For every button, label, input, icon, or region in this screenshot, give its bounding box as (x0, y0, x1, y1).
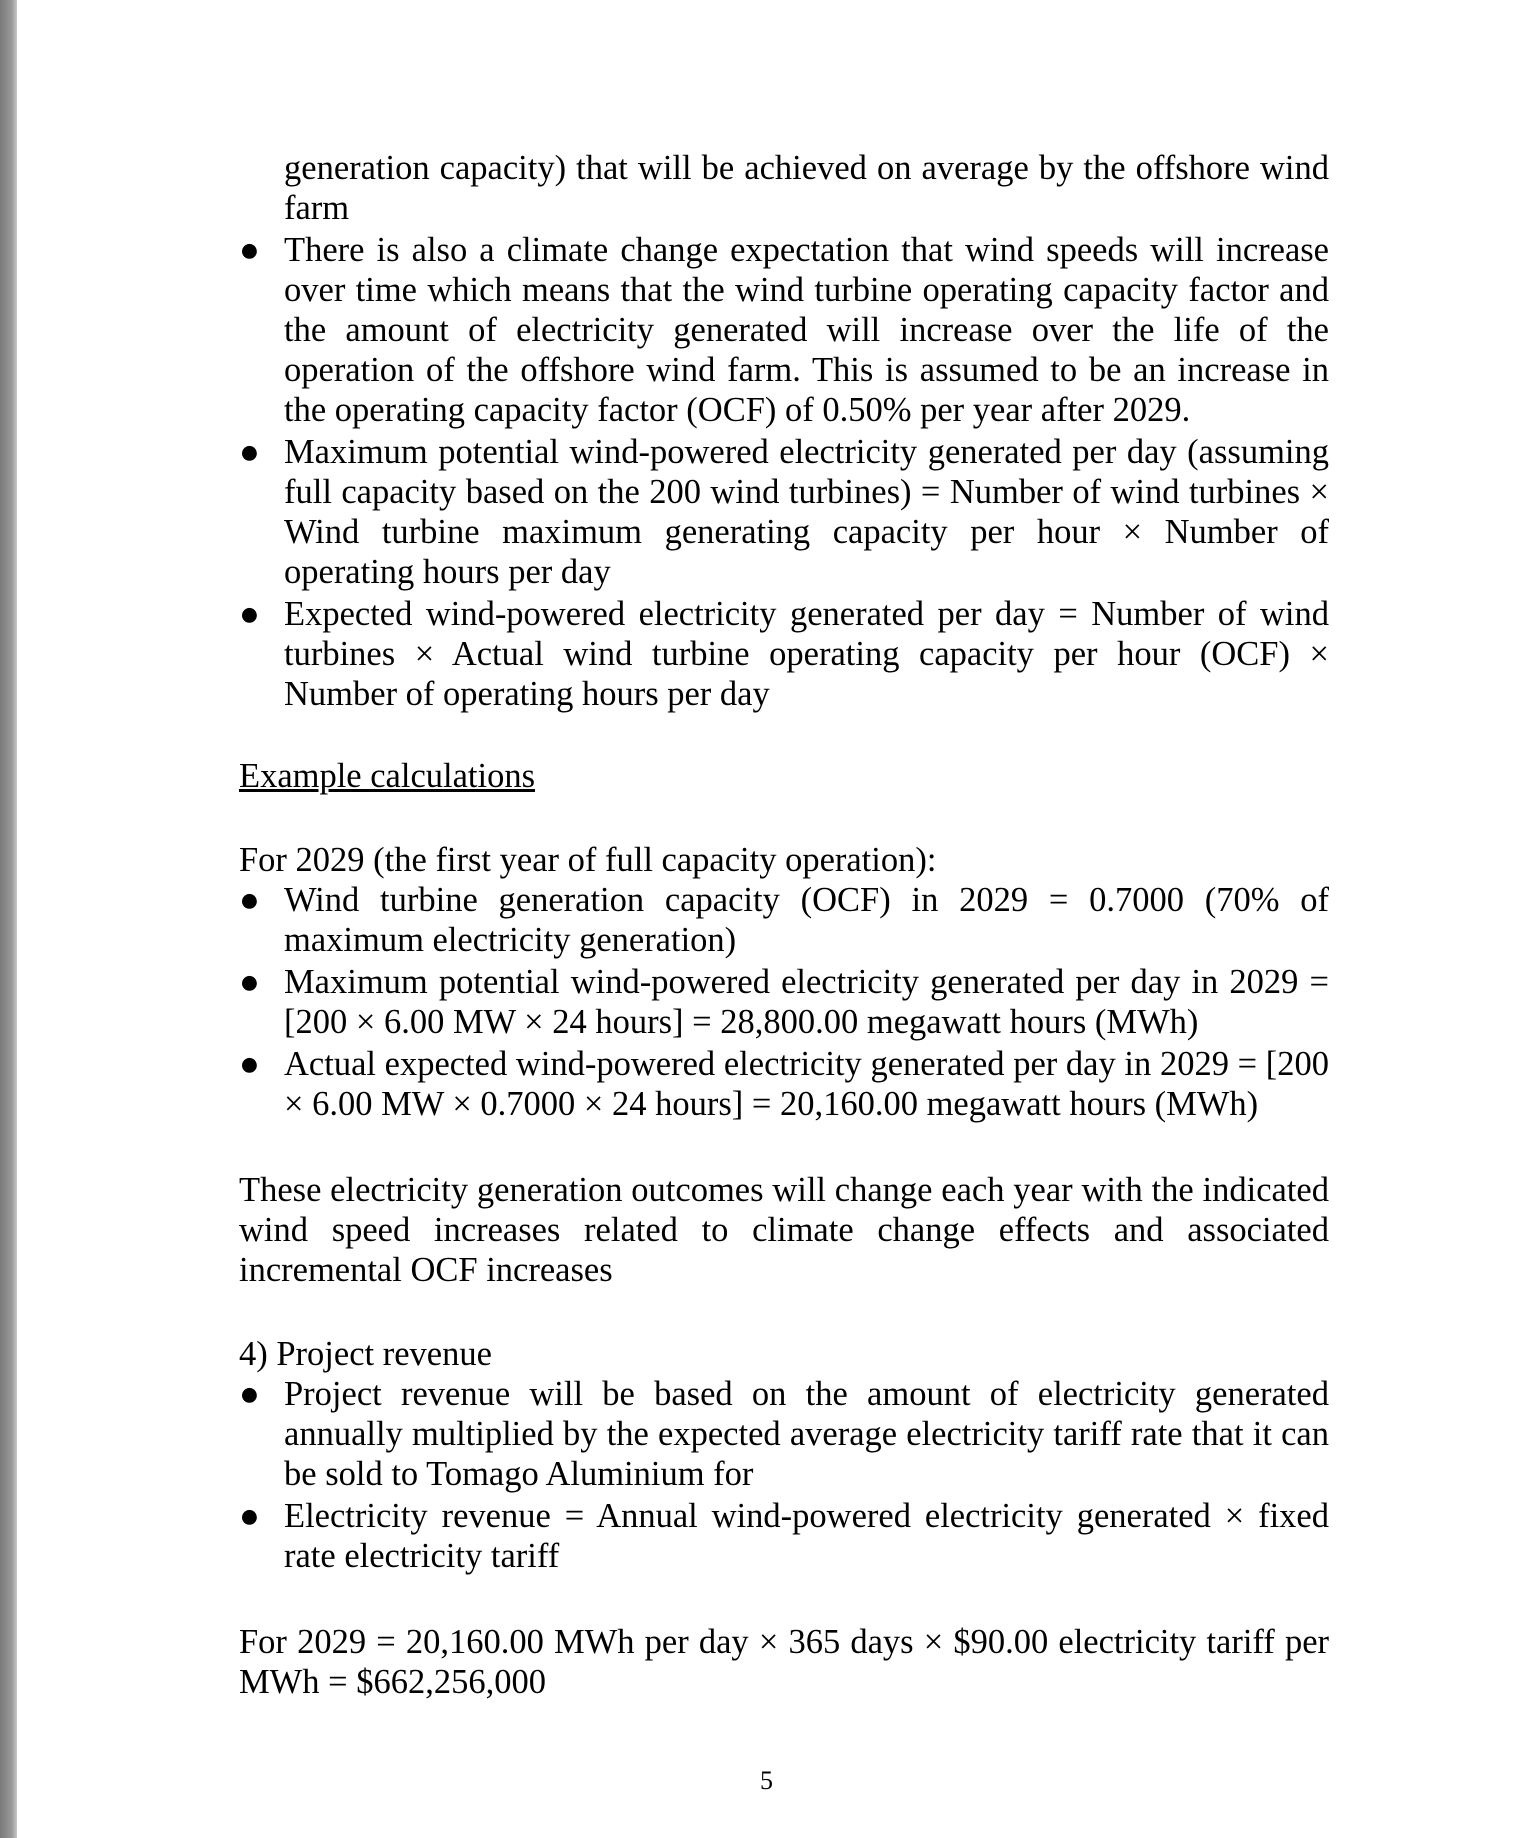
project-revenue-heading: 4) Project revenue (239, 1335, 492, 1373)
list-item-text: Actual expected wind-powered electricity generated per day in 2029 = [200 × 6.00 MW × 0.7000 × 24 hours] = 20,160.00 megawatt hours (MWh) (284, 1045, 1329, 1123)
list-item (239, 230, 1329, 430)
list-item-text: Project revenue will be based on the amount of electricity generated annually multiplied by the expected average electricity tariff rate that it can be sold to Tomago Aluminium for (284, 1375, 1329, 1493)
bullet-icon: ● (239, 881, 260, 919)
list-item (239, 432, 1329, 592)
example-bullet-list (239, 880, 1329, 1124)
example-intro: For 2029 (the first year of full capacity operation): (239, 841, 937, 879)
bullet-icon: ● (239, 1045, 260, 1083)
continued-bullet-text: generation capacity) that will be achieved on average by the offshore wind farm (284, 149, 1329, 227)
bullet-icon: ● (239, 1497, 260, 1535)
revenue-example: For 2029 = 20,160.00 MWh per day × 365 days × $90.00 electricity tariff per MWh = $662,256,000 (239, 1623, 1329, 1701)
list-item-text: Maximum potential wind-powered electricity generated per day in 2029 = [200 × 6.00 MW × 24 hours] = 28,800.00 megawatt hours (MWh) (284, 963, 1329, 1041)
list-item (239, 1044, 1329, 1124)
page-number: 5 (760, 1766, 773, 1795)
bullet-icon: ● (239, 231, 260, 269)
bullet-icon: ● (239, 1375, 260, 1413)
revenue-bullet-list (239, 1374, 1329, 1576)
bullet-icon: ● (239, 433, 260, 471)
example-calculations-heading: Example calculations (239, 757, 536, 795)
bullet-icon: ● (239, 963, 260, 1001)
outcomes-paragraph: These electricity generation outcomes will change each year with the indicated wind speed increases related to climate change effects and associated incremental OCF increases (239, 1171, 1329, 1289)
list-item-text: Electricity revenue = Annual wind-powered electricity generated × fixed rate electricity tariff (284, 1497, 1329, 1575)
list-item (239, 1374, 1329, 1494)
list-item-text: Maximum potential wind-powered electricity generated per day (assuming full capacity based on the 200 wind turbines) = Number of wind turbines × Wind turbine maximum generating capacity per hour × Number of operating hours per day (284, 433, 1329, 591)
list-item (239, 1496, 1329, 1576)
assumption-bullet-list (239, 230, 1329, 714)
page-content (239, 148, 1329, 1702)
bullet-icon: ● (239, 595, 260, 633)
list-item (239, 594, 1329, 714)
list-item-text: There is also a climate change expectation that wind speeds will increase over time which means that the wind turbine operating capacity factor and the amount of electricity generated will increase over the life of the operation of the offshore wind farm. This is assumed to be an increase in the operating capacity factor (OCF) of 0.50% per year after 2029. (284, 231, 1329, 429)
list-item-text: Expected wind-powered electricity generated per day = Number of wind turbines × Actual wind turbine operating capacity per hour (OCF) × Number of operating hours per day (284, 595, 1329, 713)
list-item-text: Wind turbine generation capacity (OCF) in 2029 = 0.7000 (70% of maximum electricity generation) (284, 881, 1329, 959)
document-page (17, 0, 1516, 1838)
window-left-edge (0, 0, 17, 1838)
list-item (239, 880, 1329, 960)
list-item (239, 962, 1329, 1042)
